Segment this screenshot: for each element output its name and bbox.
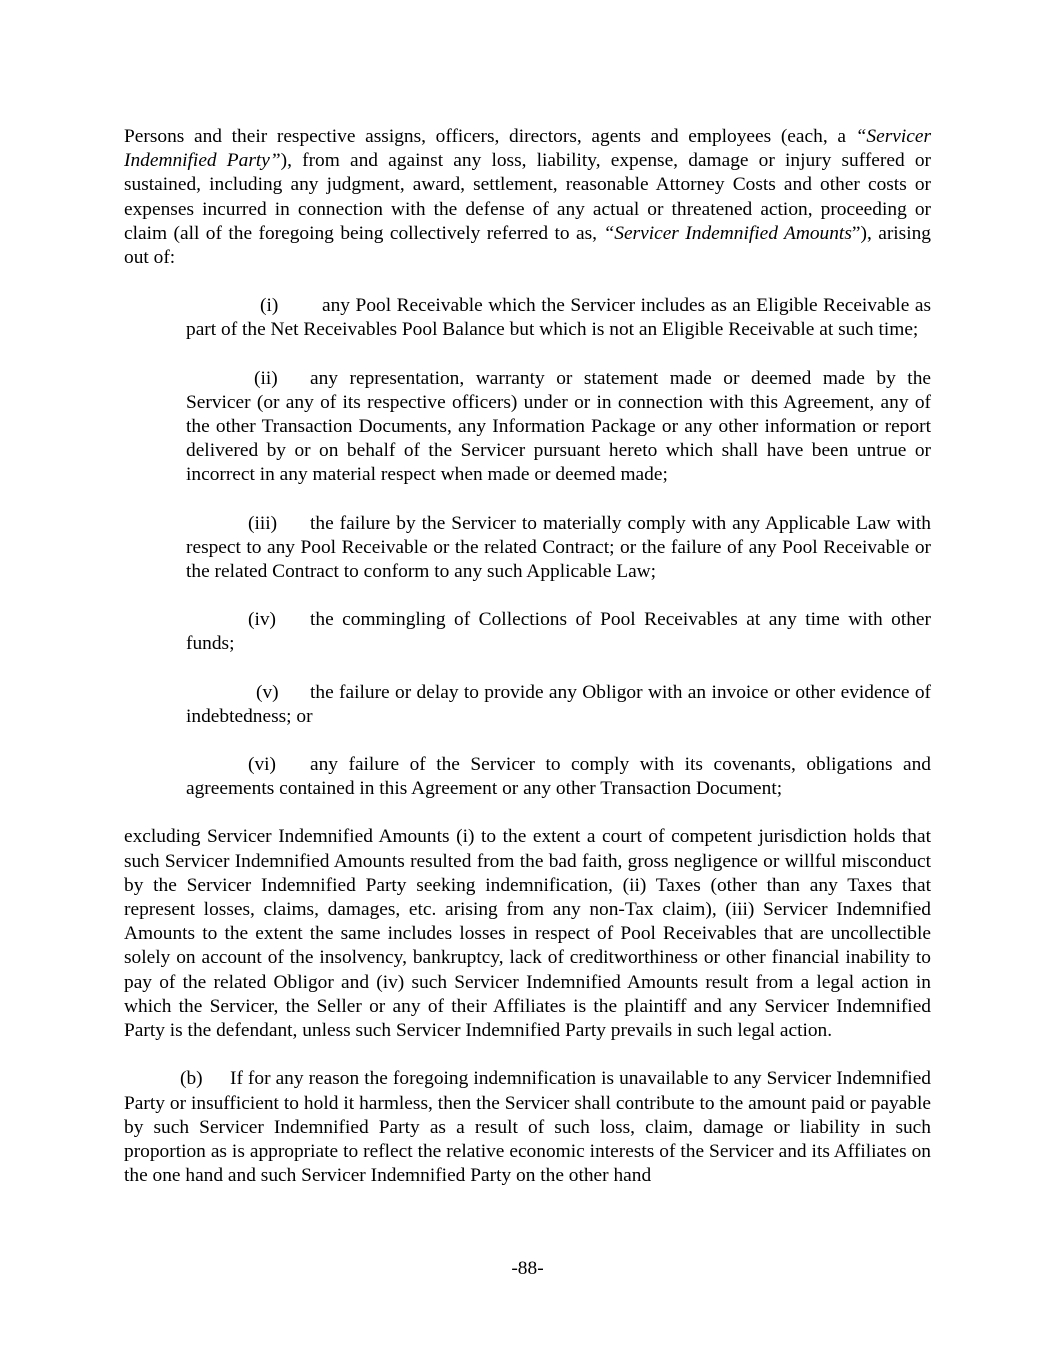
intro-text-1: Persons and their respective assigns, officers, directors, agents and employees (each, a [124, 126, 856, 147]
paragraph-b [124, 1067, 931, 1188]
list-item-i [186, 294, 931, 342]
page-number: -88- [511, 1258, 544, 1279]
intro-text-2: ), from and against any loss, liability, expense, damage or injury suffered or sustained, including any judgment, award, settlement, reasonable Attorney Costs and other costs or expenses incurred in connection with the defense of any actual or threatened action, proceeding or claim (all of the foregoing being collectively referred to as, [124, 150, 931, 244]
defined-term-servicer-indemnified-amounts: “Servicer Indemnified Amounts [603, 222, 852, 244]
intro-text-3: ”), arising out of: [124, 222, 931, 269]
list-item-number: (i) [260, 295, 279, 317]
list-item-text: the commingling of Collections of Pool Receivables at any time with other funds; [186, 609, 931, 655]
paragraph-b-text: If for any reason the foregoing indemnification is unavailable to any Servicer Indemnified Party or insufficient to hold it harmless, then the Servicer shall contribute to the amount paid or payable by such Servicer Indemnified Party as a result of such loss, claim, damage or liability in such proportion as is appropriate to reflect the relative economic interests of the Servicer and its Affiliates on the one hand and such Servicer Indemnified Party on the other hand [124, 1068, 931, 1187]
list-item-text: any representation, warranty or statement made or deemed made by the Servicer (or any of its respective officers) under or in connection with this Agreement, any of the other Transaction Documents, any Information Package or any other information or report delivered by or on behalf of the Servicer pursuant hereto which shall have been untrue or incorrect in any material respect when made or deemed made; [186, 367, 931, 486]
list-item-number: (vi) [248, 754, 276, 776]
intro-paragraph [124, 125, 931, 270]
list-item-iii [186, 512, 931, 585]
list-item-ii [186, 367, 931, 488]
list-item-text: the failure by the Servicer to materially comply with any Applicable Law with respect to any Pool Receivable or the related Contract; or the failure of any Pool Receivable or the related Contract to conform to any such Applicable Law; [186, 512, 931, 583]
list-item-number: (ii) [254, 367, 278, 389]
defined-term-servicer-indemnified-party: “Servicer Indemnified Party” [124, 126, 931, 172]
document-page [124, 125, 931, 1188]
list-item-number: (v) [256, 681, 279, 703]
list-item-v [186, 681, 931, 729]
list-item-text: the failure or delay to provide any Obligor with an invoice or other evidence of indebtedness; or [186, 681, 931, 727]
paragraph-b-label: (b) [180, 1068, 203, 1090]
list-item-text: any Pool Receivable which the Servicer includes as an Eligible Receivable as part of the Net Receivables Pool Balance but which is not an Eligible Receivable at such time; [186, 295, 931, 341]
list-item-text: any failure of the Servicer to comply with its covenants, obligations and agreements contained in this Agreement or any other Transaction Document; [186, 754, 931, 800]
list-item-number: (iv) [248, 609, 276, 631]
list-item-number: (iii) [248, 512, 278, 534]
list-item-vi [186, 753, 931, 801]
list-item-iv [186, 608, 931, 656]
closing-paragraph: excluding Servicer Indemnified Amounts (i) to the extent a court of competent jurisdiction holds that such Servicer Indemnified Amounts resulted from the bad faith, gross negligence or willful misconduct by the Servicer Indemnified Party seeking indemnification, (ii) Taxes (other than any Taxes that represent losses, claims, damages, etc. arising from any non-Tax claim), (iii) Servicer Indemnified Amounts to the extent the same includes losses in respect of Pool Receivables that are uncollectible solely on account of the insolvency, bankruptcy, lack of creditworthiness or other financial inability to pay of the related Obligor and (iv) such Servicer Indemnified Amounts result from a legal action in which the Servicer, the Seller or any of their Affiliates is the plaintiff and any Servicer Indemnified Party is the defendant, unless such Servicer Indemnified Party prevails in such legal action. [124, 826, 931, 1042]
